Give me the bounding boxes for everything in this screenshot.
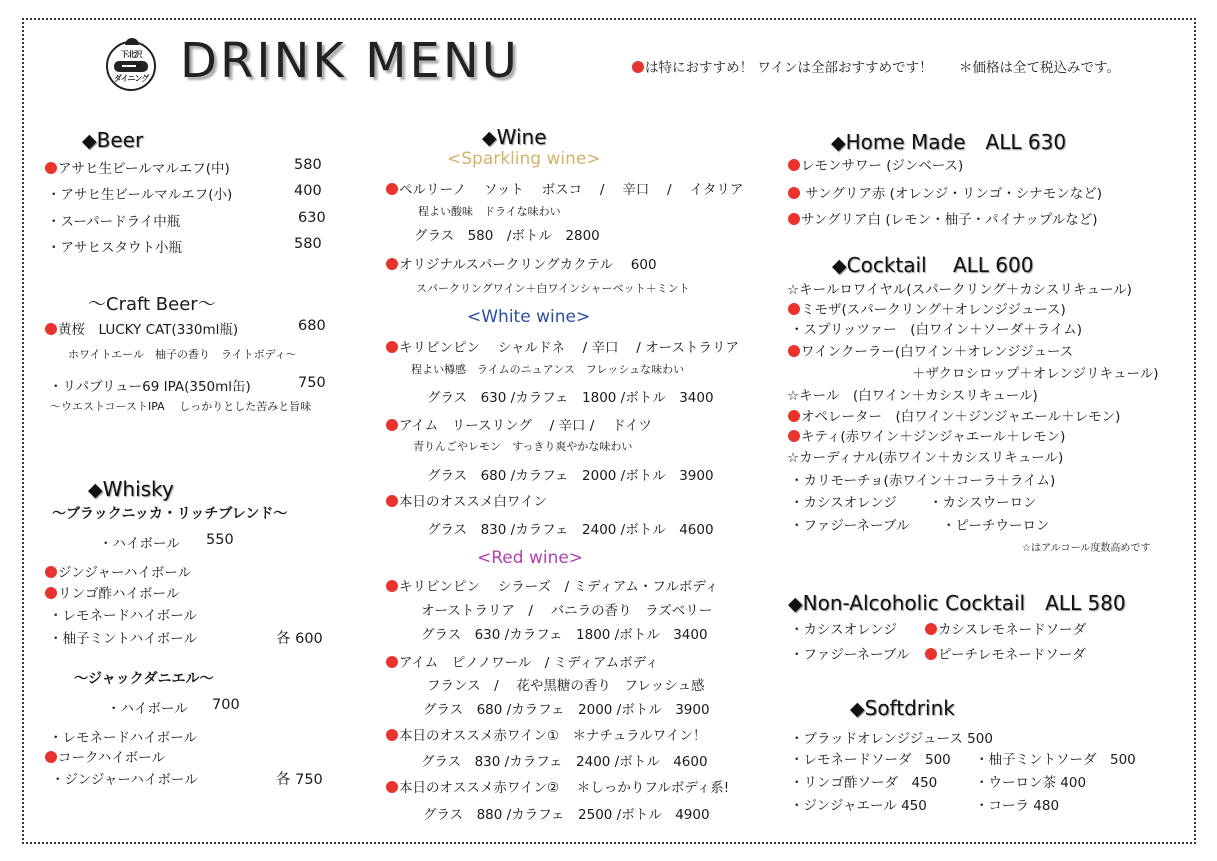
- whisky-item: ・ レモネードハイボール: [52, 726, 197, 746]
- wine-prices: グラス 680 /カラフェ 2000 /ボトル 3900: [423, 702, 710, 718]
- diamond-icon: ◆: [850, 698, 865, 720]
- section-craft-beer-title: ～Craft Beer～: [88, 294, 216, 315]
- whisky-highball: ・ ハイボール: [102, 532, 180, 552]
- recommend-dot-icon: [925, 648, 937, 660]
- softdrink-item: ・ ジンジャエール 450: [793, 794, 927, 814]
- star-icon: ☆: [787, 388, 800, 404]
- wine-prices: グラス 830 /カラフェ 2400 /ボトル 4600: [427, 522, 714, 538]
- recommend-dot-icon: [45, 323, 57, 335]
- wine-item: アイム リースリング / 辛口 / ドイツ: [386, 414, 652, 434]
- cocktail-item-continued: ＋ザクロシロップ＋オレンジリキュール): [912, 366, 1159, 382]
- recommend-dot-icon: [788, 410, 800, 422]
- recommend-dot-icon: [45, 162, 57, 174]
- non-alcoholic-item: ピーチレモネードソーダ: [925, 643, 1086, 663]
- craft-beer-price: 750: [298, 375, 326, 391]
- wine-prices: グラス 880 /カラフェ 2500 /ボトル 4900: [423, 807, 710, 823]
- beer-price: 630: [298, 210, 326, 226]
- cocktail-item: ・ カシスオレンジ: [793, 491, 897, 511]
- wine-item: 本日のオススメ赤ワイン① ＊ナチュラルワイン！: [386, 724, 706, 744]
- section-softdrink-title: ◆Softdrink: [850, 696, 955, 720]
- sparkling-wine-heading: <Sparkling wine>: [447, 149, 601, 169]
- logo-ukulele-icon: [114, 61, 148, 72]
- recommend-dot-icon: [788, 430, 800, 442]
- wine-item: ペルリーノ ソット ボスコ / 辛口 / イタリア: [386, 178, 743, 198]
- recommend-dot-icon: [632, 61, 644, 73]
- home-made-item: レモンサワー (ジンベース): [788, 154, 963, 174]
- diamond-icon: ◆: [832, 255, 847, 277]
- non-alcoholic-item: カシスレモネードソーダ: [925, 618, 1086, 638]
- wine-prices: グラス 680 /カラフェ 2000 /ボトル 3900: [427, 468, 714, 484]
- cocktail-item: キティ(赤ワイン＋ジンジャエール＋レモン): [788, 425, 1065, 445]
- softdrink-item: ・ ウーロン茶 400: [978, 771, 1086, 791]
- recommend-dot-icon: [386, 258, 398, 270]
- craft-beer-price: 680: [298, 318, 326, 334]
- wine-item: 本日のオススメ白ワイン: [386, 490, 547, 510]
- beer-item: ・ アサヒスタウト小瓶: [50, 236, 182, 256]
- wine-desc: オーストラリア / バニラの香り ラズベリー: [421, 603, 713, 619]
- diamond-icon: ◆: [482, 127, 497, 149]
- wine-desc: フランス / 花や黒糖の香り フレッシュ感: [427, 678, 705, 694]
- diamond-icon: ◆: [831, 132, 846, 154]
- softdrink-item: ・ 柚子ミントソーダ 500: [978, 748, 1136, 768]
- cocktail-item: ミモザ(スパークリング＋オレンジジュース): [788, 298, 1066, 318]
- section-non-alcoholic-title: ◆Non-Alcoholic Cocktail ALL 580: [788, 591, 1126, 615]
- whisky-item: ジンジャーハイボール: [45, 561, 191, 581]
- cocktail-item: ・ カリモーチョ(赤ワイン＋コーラ＋ライム): [793, 469, 1055, 489]
- tax-note: ＊価格は全て税込みです。: [958, 60, 1120, 76]
- cocktail-item: ワインクーラー(白ワイン＋オレンジジュース: [788, 340, 1073, 360]
- wine-prices: グラス 580 /ボトル 2800: [414, 228, 600, 244]
- softdrink-item: ・ レモネードソーダ 500: [793, 748, 951, 768]
- home-made-item: サングリア白 (レモン・柚子・パイナップルなど): [788, 208, 1098, 228]
- red-wine-heading: <Red wine>: [477, 548, 584, 568]
- white-wine-heading: <White wine>: [467, 307, 591, 327]
- wine-desc: 程よい樽感 ライムのニュアンス フレッシュな味わい: [411, 363, 685, 376]
- recommend-dot-icon: [386, 580, 398, 592]
- recommend-dot-icon: [925, 623, 937, 635]
- wine-prices: グラス 630 /カラフェ 1800 /ボトル 3400: [427, 390, 714, 406]
- cocktail-item: ・ ファジーネーブル: [793, 514, 909, 534]
- diamond-icon: ◆: [88, 479, 103, 501]
- cocktail-item: ☆カーディナル(赤ワイン＋カシスリキュール): [787, 450, 1064, 466]
- wine-item: アイム ピノノワール / ミディアムボディ: [386, 651, 659, 671]
- whisky-highball-price: 550: [206, 532, 234, 548]
- whisky-highball-price: 700: [212, 697, 240, 713]
- softdrink-item: ・ リンゴ酢ソーダ 450: [793, 771, 937, 791]
- cocktail-item: ☆キールロワイヤル(スパークリング＋カシスリキュール): [787, 282, 1132, 298]
- recommend-dot-icon: [386, 656, 398, 668]
- logo-bottom-text: ダイニング: [113, 73, 149, 83]
- wine-prices: グラス 830 /カラフェ 2400 /ボトル 4600: [421, 754, 708, 770]
- cocktail-item: ・ カシスウーロン: [932, 491, 1037, 511]
- softdrink-item: ・ ブラッドオレンジジュース 500: [793, 727, 993, 747]
- cocktail-item: ・ スプリッツァー (白ワイン＋ソーダ＋ライム): [793, 318, 1082, 338]
- section-whisky-title: ◆Whisky: [88, 477, 174, 501]
- recommend-dot-icon: [788, 303, 800, 315]
- whisky-item: ・ 柚子ミントハイボール: [52, 627, 197, 647]
- star-icon: ☆: [787, 282, 800, 298]
- recommend-dot-icon: [788, 187, 800, 199]
- section-wine-title: ◆Wine: [482, 125, 547, 149]
- recommend-dot-icon: [788, 159, 800, 171]
- diamond-icon: ◆: [788, 593, 803, 615]
- recommend-dot-icon: [386, 183, 398, 195]
- craft-beer-desc: ～ウエストコーストIPA しっかりとした苦みと旨味: [50, 400, 312, 413]
- cocktail-item: ・ ピーチウーロン: [945, 514, 1049, 534]
- recommend-dot-icon: [386, 495, 398, 507]
- non-alcoholic-item: ・ カシスオレンジ: [793, 618, 897, 638]
- recommend-dot-icon: [386, 341, 398, 353]
- craft-beer-item: ・ リパブリュー69 IPA(350ml缶): [52, 375, 251, 395]
- whisky-each-price: 各 750: [276, 772, 323, 788]
- wine-desc: 青りんごやレモン すっきり爽やかな味わい: [413, 440, 633, 453]
- section-home-made-title: ◆Home Made ALL 630: [831, 130, 1067, 154]
- recommend-dot-icon: [45, 587, 57, 599]
- recommend-dot-icon: [386, 729, 398, 741]
- section-beer-title: ◆Beer: [82, 128, 144, 152]
- cocktail-item: ☆キール (白ワイン＋カシスリキュール): [787, 388, 1038, 404]
- whisky-item: ・ レモネードハイボール: [52, 604, 197, 624]
- wine-prices: グラス 630 /カラフェ 1800 /ボトル 3400: [421, 627, 708, 643]
- beer-price: 580: [294, 236, 322, 252]
- whisky-highball: ・ ハイボール: [110, 697, 188, 717]
- craft-beer-desc: ホワイトエール 柚子の香り ライトボディ～: [68, 348, 297, 361]
- beer-item: ・ スーパードライ中瓶: [50, 210, 180, 230]
- whisky-each-price: 各 600: [276, 631, 323, 647]
- beer-price: 400: [294, 183, 322, 199]
- wine-item: 本日のオススメ赤ワイン② ＊しっかりフルボディ系!: [386, 776, 729, 796]
- beer-price: 580: [294, 157, 322, 173]
- star-icon: ☆: [787, 450, 800, 466]
- recommend-dot-icon: [386, 419, 398, 431]
- cocktail-item: オペレーター (白ワイン＋ジンジャエール＋レモン): [788, 405, 1120, 425]
- wine-item: オリジナルスパークリングカクテル 600: [386, 253, 657, 273]
- recommend-dot-icon: [386, 781, 398, 793]
- home-made-item: サングリア赤 (オレンジ・リンゴ・シナモンなど): [788, 182, 1102, 202]
- wine-desc: 程よい酸味 ドライな味わい: [418, 205, 561, 218]
- non-alcoholic-item: ・ ファジーネーブル: [793, 643, 909, 663]
- recommend-dot-icon: [45, 751, 57, 763]
- softdrink-item: ・ コーラ 480: [978, 794, 1059, 814]
- wine-item: キリピンピン シラーズ / ミディアム・フルボディ: [386, 575, 718, 595]
- recommend-dot-icon: [788, 213, 800, 225]
- section-cocktail-title: ◆Cocktail ALL 600: [832, 253, 1034, 277]
- wine-desc: スパークリングワイン＋白ワインシャーベット＋ミント: [416, 282, 690, 295]
- restaurant-logo: [106, 41, 156, 91]
- beer-item: ・ アサヒ生ビールマルエフ(小): [50, 183, 232, 203]
- header-note: は特におすすめ！ ワインは全部おすすめです！ ＊価格は全て税込みです。: [632, 56, 1120, 76]
- craft-beer-item: 黄桜 LUCKY CAT(330ml瓶): [45, 318, 238, 338]
- recommend-dot-icon: [788, 345, 800, 357]
- whisky-item: コークハイボール: [45, 746, 165, 766]
- recommend-dot-icon: [45, 566, 57, 578]
- logo-top-text: 下北沢: [120, 49, 142, 59]
- whisky-item: リンゴ酢ハイボール: [45, 582, 179, 602]
- cocktail-footnote: ☆はアルコール度数高めです: [1022, 543, 1151, 554]
- whisky-brand-black-nikka: ～ブラックニッカ・リッチブレンド～: [52, 506, 288, 522]
- beer-item: アサヒ生ビールマルエフ(中): [45, 157, 230, 177]
- page-title: DRINK MENU: [180, 33, 520, 89]
- wine-item: キリピンピン シャルドネ / 辛口 / オーストラリア: [386, 336, 739, 356]
- diamond-icon: ◆: [82, 130, 97, 152]
- whisky-brand-jack-daniels: ～ジャックダニエル～: [74, 671, 214, 687]
- whisky-item: ・ ジンジャーハイボール: [54, 768, 198, 788]
- logo-dome-icon: [125, 38, 139, 45]
